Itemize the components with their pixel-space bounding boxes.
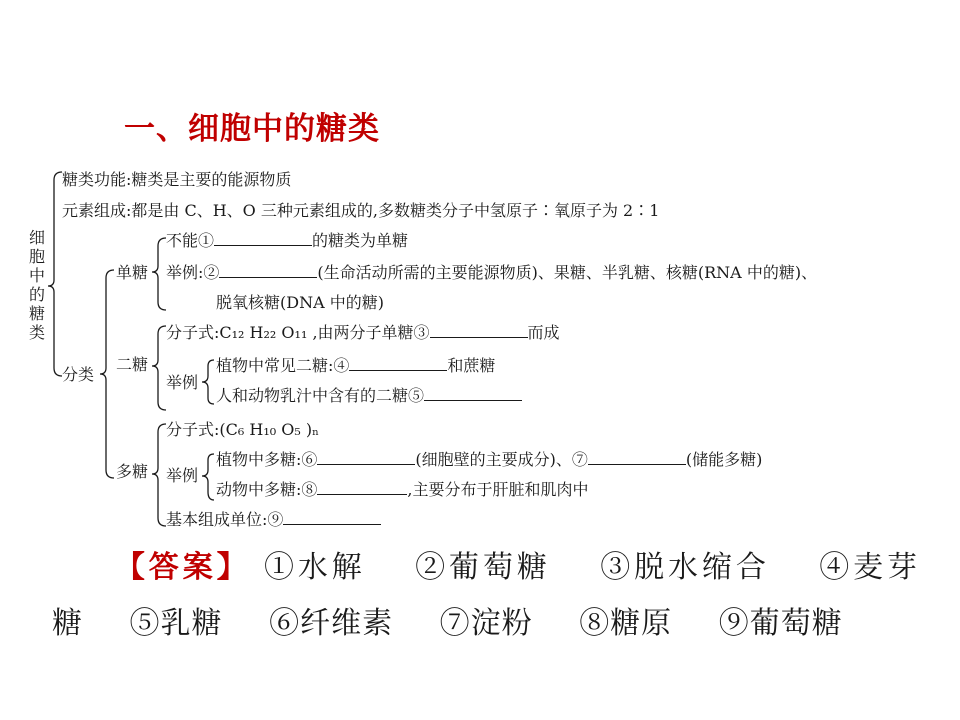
answer-item: ⑦淀粉 — [439, 606, 533, 641]
answer-item: ④麦芽糖 — [52, 550, 919, 641]
blank-1 — [214, 231, 312, 246]
answer-item: ③脱水缩合 — [600, 550, 770, 585]
page-title: 一、细胞中的糖类 — [124, 111, 380, 147]
polysaccharide-animal: 动物中多糖:⑧ ,主要分布于肝脏和肌肉中 — [216, 480, 589, 499]
blank-5 — [424, 386, 522, 401]
answer-label: 【答案】 — [112, 550, 251, 585]
polysaccharide-formula: 分子式:(C₆ H₁₀ O₅ )ₙ — [166, 420, 320, 439]
answer-item: ⑧糖原 — [579, 606, 673, 641]
classification-label: 分类 — [62, 365, 95, 384]
answer-block — [52, 540, 918, 652]
monosaccharide-example-cont: 脱氧核糖(DNA 中的糖) — [216, 293, 384, 312]
disaccharide-animal: 人和动物乳汁中含有的二糖⑤ — [216, 386, 522, 406]
polysaccharide-example-label: 举例 — [166, 466, 199, 485]
answer-item: ②葡萄糖 — [415, 550, 551, 585]
monosaccharide-example: 举例:② (生命活动所需的主要能源物质)、果糖、半乳糖、核糖(RNA 中的糖)、 — [166, 263, 818, 282]
polysaccharide-unit: 基本组成单位:⑨ — [166, 510, 381, 530]
blank-3 — [430, 323, 528, 338]
answer-item: ⑥纤维素 — [269, 606, 394, 641]
blank-7 — [588, 450, 686, 465]
disaccharide-plant: 植物中常见二糖:④ 和蔗糖 — [216, 356, 496, 375]
blank-6 — [317, 450, 415, 465]
sugar-function: 糖类功能:糖类是主要的能源物质 — [62, 170, 292, 189]
disaccharide-label: 二糖 — [116, 355, 149, 374]
disaccharide-formula: 分子式:C₁₂ H₂₂ O₁₁ ,由两分子单糖③ 而成 — [166, 323, 560, 342]
blank-8 — [317, 480, 407, 495]
monosaccharide-definition: 不能① 的糖类为单糖 — [166, 231, 409, 250]
answer-item: ⑤乳糖 — [129, 606, 223, 641]
monosaccharide-label: 单糖 — [116, 263, 149, 282]
polysaccharide-plant: 植物中多糖:⑥ (细胞壁的主要成分)、⑦ (储能多糖) — [216, 450, 763, 469]
vertical-label: 细胞中的糖类 — [28, 228, 45, 342]
blank-2 — [219, 263, 317, 278]
polysaccharide-label: 多糖 — [116, 462, 149, 481]
disaccharide-example-label: 举例 — [166, 373, 199, 392]
answer-item: ⑨葡萄糖 — [718, 606, 843, 641]
blank-9 — [283, 510, 381, 525]
blank-4 — [349, 356, 447, 371]
answer-item: ①水解 — [263, 550, 366, 585]
element-composition: 元素组成:都是由 C、H、O 三种元素组成的,多数糖类分子中氢原子∶氧原子为 2∶1 — [62, 201, 660, 220]
